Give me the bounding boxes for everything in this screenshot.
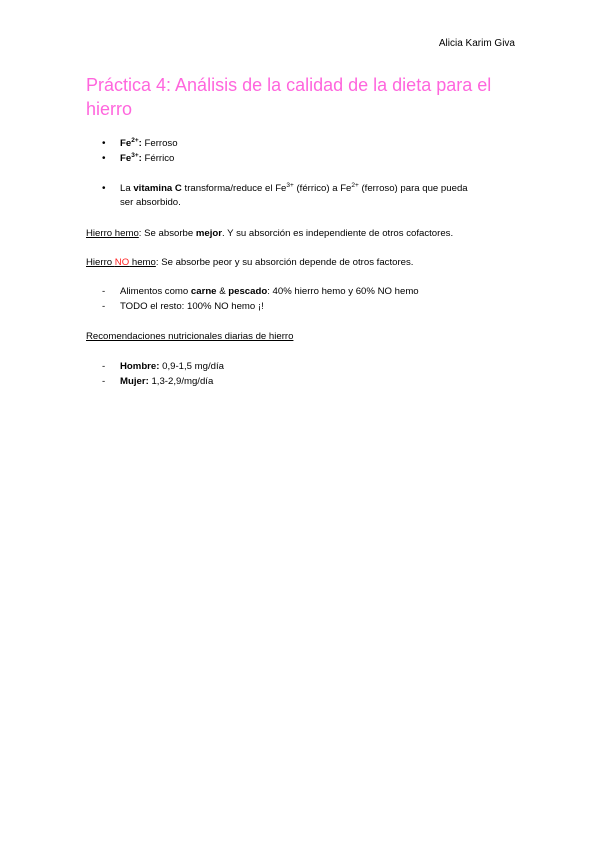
vitc-bold: vitamina C: [133, 183, 182, 194]
ion-desc: Ferroso: [141, 138, 178, 149]
bullet-icon: •: [102, 138, 106, 149]
ion-charge: 2+: [131, 137, 139, 144]
hierro-no-hemo-label: [86, 257, 156, 268]
hierro-hemo-label: Hierro hemo: [86, 228, 139, 239]
no-hemo-label-b: hemo: [129, 257, 156, 268]
vitc-sup1: 3+: [286, 182, 294, 189]
vitc-post: (ferroso) para que pueda: [358, 183, 468, 194]
ion-symbol: Fe: [120, 153, 132, 164]
bullet-text: [120, 152, 174, 165]
vitc-sup2: 2+: [351, 182, 359, 189]
dash-text: TODO el resto: 100% NO hemo ¡!: [120, 301, 264, 312]
foods-pescado: pescado: [228, 286, 268, 297]
no-emphasis: NO: [114, 257, 130, 268]
dash-marker: -: [102, 286, 106, 297]
hemo-text-post: . Y su absorción es independiente de otros cofactores.: [222, 228, 454, 239]
ion-charge: 3+: [131, 152, 139, 159]
hierro-hemo-paragraph: [86, 227, 453, 240]
foods-pre: Alimentos como: [120, 286, 191, 297]
rec-value: 0,9-1,5 mg/día: [159, 361, 224, 372]
author-name: Alicia Karim Giva: [438, 38, 515, 49]
dash-text: [120, 375, 213, 388]
dash-marker: -: [102, 376, 106, 387]
ion-colon: :: [138, 153, 142, 164]
bullet-text: [120, 137, 178, 150]
bullet-icon: •: [102, 153, 106, 164]
foods-carne: carne: [190, 286, 217, 297]
foods-post: : 40% hierro hemo y 60% NO hemo: [267, 286, 419, 297]
vitc-pre: La: [120, 183, 134, 194]
bullet-text-cont: ser absorbido.: [120, 197, 181, 208]
rec-label: Mujer:: [120, 376, 149, 387]
hemo-bold: mejor: [195, 228, 223, 239]
hierro-no-hemo-paragraph: [86, 256, 413, 269]
dash-text: [120, 285, 419, 298]
dash-marker: -: [102, 361, 106, 372]
dash-marker: -: [102, 301, 106, 312]
page-title: Práctica 4: Análisis de la calidad de la dieta para el hierro: [86, 75, 492, 119]
rec-label: Hombre:: [120, 361, 160, 372]
hemo-text-pre: : Se absorbe: [138, 228, 196, 239]
ion-colon: :: [138, 138, 142, 149]
ion-desc: Férrico: [141, 153, 175, 164]
foods-mid: &: [216, 286, 229, 297]
recommendations-heading: Recomendaciones nutricionales diarias de hierro: [86, 331, 294, 342]
bullet-icon: •: [102, 183, 106, 194]
bullet-text: [120, 182, 468, 195]
vitc-mid1: transforma/reduce el Fe: [181, 183, 287, 194]
no-hemo-label-a: Hierro: [86, 257, 115, 268]
rec-value: 1,3-2,9/mg/día: [148, 376, 214, 387]
ion-symbol: Fe: [120, 138, 132, 149]
dash-text: [120, 360, 224, 373]
no-hemo-text: : Se absorbe peor y su absorción depende de otros factores.: [155, 257, 414, 268]
vitc-mid2: (férrico) a Fe: [293, 183, 352, 194]
